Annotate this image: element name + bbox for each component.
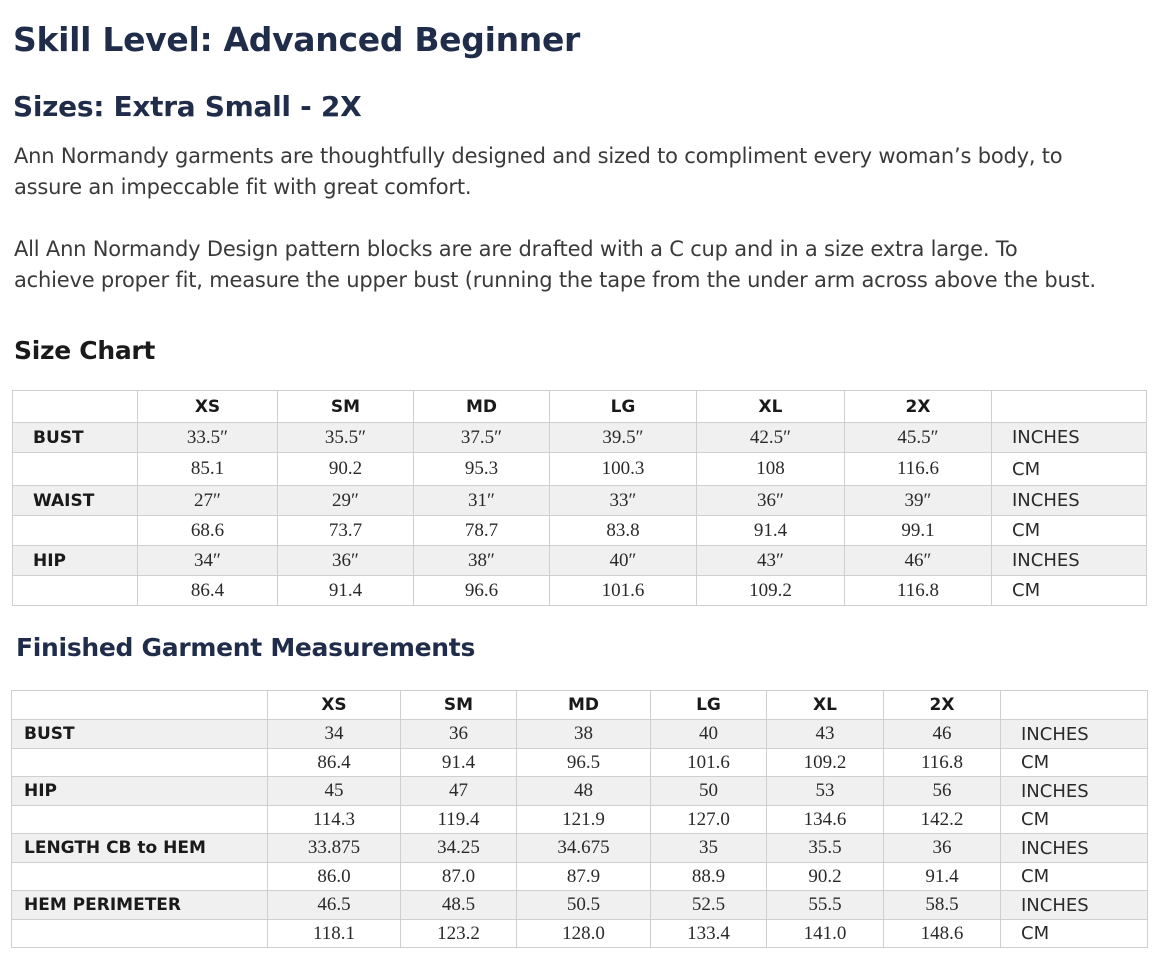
table-row <box>12 920 1148 948</box>
measurement-value: 141.0 <box>767 920 884 948</box>
table-row <box>12 863 1148 891</box>
intro-paragraph-2 <box>14 234 1096 296</box>
measurement-value: 38 <box>517 720 651 749</box>
unit-label: INCHES <box>992 486 1147 516</box>
table-row <box>13 486 1147 516</box>
measurement-label <box>12 920 268 948</box>
measurement-value: 100.3 <box>550 453 697 486</box>
measurement-label: BUST <box>12 720 268 749</box>
measurement-value: 35.5″ <box>278 423 414 453</box>
measurement-value: 45 <box>268 777 401 806</box>
header-corner <box>13 391 138 423</box>
measurement-value: 39.5″ <box>550 423 697 453</box>
measurement-value: 34 <box>268 720 401 749</box>
measurement-label: LENGTH CB to HEM <box>12 834 268 863</box>
measurement-value: 38″ <box>414 546 550 576</box>
garment-measurements-title: Finished Garment Measurements <box>16 633 476 662</box>
measurement-label: HEM PERIMETER <box>12 891 268 920</box>
measurement-value: 52.5 <box>651 891 767 920</box>
intro-line: assure an impeccable fit with great comfort. <box>14 175 472 199</box>
measurement-value: 87.0 <box>401 863 517 891</box>
measurement-value: 108 <box>697 453 845 486</box>
measurement-value: 114.3 <box>268 806 401 834</box>
measurement-value: 31″ <box>414 486 550 516</box>
intro-line: All Ann Normandy Design pattern blocks are are drafted with a C cup and in a size extra large. To <box>14 237 1018 261</box>
measurement-label: HIP <box>13 546 138 576</box>
measurement-value: 91.4 <box>884 863 1001 891</box>
measurement-value: 27″ <box>138 486 278 516</box>
header-row <box>13 391 1147 423</box>
measurement-label <box>12 863 268 891</box>
unit-label: INCHES <box>1001 834 1148 863</box>
measurement-value: 118.1 <box>268 920 401 948</box>
measurement-value: 35.5 <box>767 834 884 863</box>
size-header: XS <box>268 691 401 720</box>
table-row <box>13 576 1147 606</box>
measurement-value: 43″ <box>697 546 845 576</box>
measurement-value: 123.2 <box>401 920 517 948</box>
measurement-value: 121.9 <box>517 806 651 834</box>
header-unit-spacer <box>1001 691 1148 720</box>
measurement-value: 88.9 <box>651 863 767 891</box>
header-row <box>12 691 1148 720</box>
table-row <box>13 516 1147 546</box>
measurement-value: 91.4 <box>697 516 845 546</box>
size-header: XS <box>138 391 278 423</box>
size-header: 2X <box>884 691 1001 720</box>
measurement-value: 37.5″ <box>414 423 550 453</box>
measurement-value: 91.4 <box>401 749 517 777</box>
measurement-value: 33.875 <box>268 834 401 863</box>
intro-line: Ann Normandy garments are thoughtfully designed and sized to compliment every woman’s body, to <box>14 144 1063 168</box>
measurement-value: 58.5 <box>884 891 1001 920</box>
table-row <box>12 720 1148 749</box>
size-chart-table <box>12 390 1147 606</box>
measurement-value: 39″ <box>845 486 992 516</box>
measurement-value: 48.5 <box>401 891 517 920</box>
measurement-value: 142.2 <box>884 806 1001 834</box>
size-header: MD <box>517 691 651 720</box>
unit-label: INCHES <box>1001 777 1148 806</box>
unit-label: INCHES <box>1001 720 1148 749</box>
measurement-value: 33.5″ <box>138 423 278 453</box>
measurement-value: 50 <box>651 777 767 806</box>
measurement-value: 90.2 <box>278 453 414 486</box>
measurement-value: 134.6 <box>767 806 884 834</box>
table-row <box>12 891 1148 920</box>
measurement-value: 86.4 <box>268 749 401 777</box>
skill-level-heading: Skill Level: Advanced Beginner <box>13 20 581 59</box>
measurement-label: HIP <box>12 777 268 806</box>
garment-measurements-table <box>11 690 1148 948</box>
measurement-value: 68.6 <box>138 516 278 546</box>
size-chart-title: Size Chart <box>14 336 156 365</box>
sizes-heading: Sizes: Extra Small - 2X <box>13 90 362 123</box>
measurement-value: 42.5″ <box>697 423 845 453</box>
table-row <box>12 806 1148 834</box>
measurement-value: 36″ <box>697 486 845 516</box>
measurement-value: 99.1 <box>845 516 992 546</box>
size-header: XL <box>697 391 845 423</box>
measurement-label <box>13 516 138 546</box>
measurement-value: 87.9 <box>517 863 651 891</box>
measurement-value: 148.6 <box>884 920 1001 948</box>
measurement-value: 83.8 <box>550 516 697 546</box>
size-header: LG <box>651 691 767 720</box>
measurement-value: 53 <box>767 777 884 806</box>
measurement-value: 127.0 <box>651 806 767 834</box>
measurement-value: 85.1 <box>138 453 278 486</box>
size-header: 2X <box>845 391 992 423</box>
table-row <box>13 423 1147 453</box>
measurement-value: 133.4 <box>651 920 767 948</box>
measurement-value: 116.6 <box>845 453 992 486</box>
unit-label: CM <box>992 453 1147 486</box>
measurement-value: 40 <box>651 720 767 749</box>
measurement-value: 46 <box>884 720 1001 749</box>
size-header: LG <box>550 391 697 423</box>
table-row <box>12 749 1148 777</box>
unit-label: INCHES <box>1001 891 1148 920</box>
header-corner <box>12 691 268 720</box>
measurement-value: 34″ <box>138 546 278 576</box>
measurement-value: 46.5 <box>268 891 401 920</box>
unit-label: INCHES <box>992 423 1147 453</box>
measurement-value: 36″ <box>278 546 414 576</box>
intro-line: achieve proper fit, measure the upper bust (running the tape from the under arm across above the bust. <box>14 268 1096 292</box>
measurement-value: 73.7 <box>278 516 414 546</box>
measurement-value: 43 <box>767 720 884 749</box>
measurement-value: 90.2 <box>767 863 884 891</box>
measurement-value: 36 <box>401 720 517 749</box>
measurement-value: 91.4 <box>278 576 414 606</box>
measurement-value: 46″ <box>845 546 992 576</box>
measurement-value: 40″ <box>550 546 697 576</box>
size-header: SM <box>278 391 414 423</box>
size-header: MD <box>414 391 550 423</box>
unit-label: CM <box>1001 920 1148 948</box>
measurement-label: WAIST <box>13 486 138 516</box>
measurement-value: 109.2 <box>697 576 845 606</box>
unit-label: CM <box>992 576 1147 606</box>
measurement-value: 34.675 <box>517 834 651 863</box>
measurement-value: 78.7 <box>414 516 550 546</box>
measurement-value: 45.5″ <box>845 423 992 453</box>
measurement-value: 119.4 <box>401 806 517 834</box>
measurement-label <box>12 806 268 834</box>
measurement-value: 86.0 <box>268 863 401 891</box>
measurement-value: 36 <box>884 834 1001 863</box>
measurement-label: BUST <box>13 423 138 453</box>
unit-label: CM <box>1001 863 1148 891</box>
measurement-value: 86.4 <box>138 576 278 606</box>
measurement-label <box>13 576 138 606</box>
measurement-value: 35 <box>651 834 767 863</box>
measurement-value: 55.5 <box>767 891 884 920</box>
table-row <box>12 777 1148 806</box>
unit-label: CM <box>992 516 1147 546</box>
table-row <box>12 834 1148 863</box>
measurement-value: 48 <box>517 777 651 806</box>
measurement-value: 101.6 <box>550 576 697 606</box>
measurement-value: 56 <box>884 777 1001 806</box>
measurement-value: 116.8 <box>884 749 1001 777</box>
table-row <box>13 453 1147 486</box>
unit-label: CM <box>1001 749 1148 777</box>
measurement-value: 29″ <box>278 486 414 516</box>
measurement-value: 95.3 <box>414 453 550 486</box>
measurement-value: 34.25 <box>401 834 517 863</box>
unit-label: CM <box>1001 806 1148 834</box>
intro-paragraph-1 <box>14 141 1062 203</box>
measurement-value: 128.0 <box>517 920 651 948</box>
size-header: SM <box>401 691 517 720</box>
measurement-value: 47 <box>401 777 517 806</box>
measurement-value: 50.5 <box>517 891 651 920</box>
measurement-value: 101.6 <box>651 749 767 777</box>
measurement-label <box>12 749 268 777</box>
measurement-label <box>13 453 138 486</box>
measurement-value: 96.6 <box>414 576 550 606</box>
measurement-value: 96.5 <box>517 749 651 777</box>
size-header: XL <box>767 691 884 720</box>
measurement-value: 109.2 <box>767 749 884 777</box>
measurement-value: 116.8 <box>845 576 992 606</box>
table-row <box>13 546 1147 576</box>
header-unit-spacer <box>992 391 1147 423</box>
measurement-value: 33″ <box>550 486 697 516</box>
unit-label: INCHES <box>992 546 1147 576</box>
